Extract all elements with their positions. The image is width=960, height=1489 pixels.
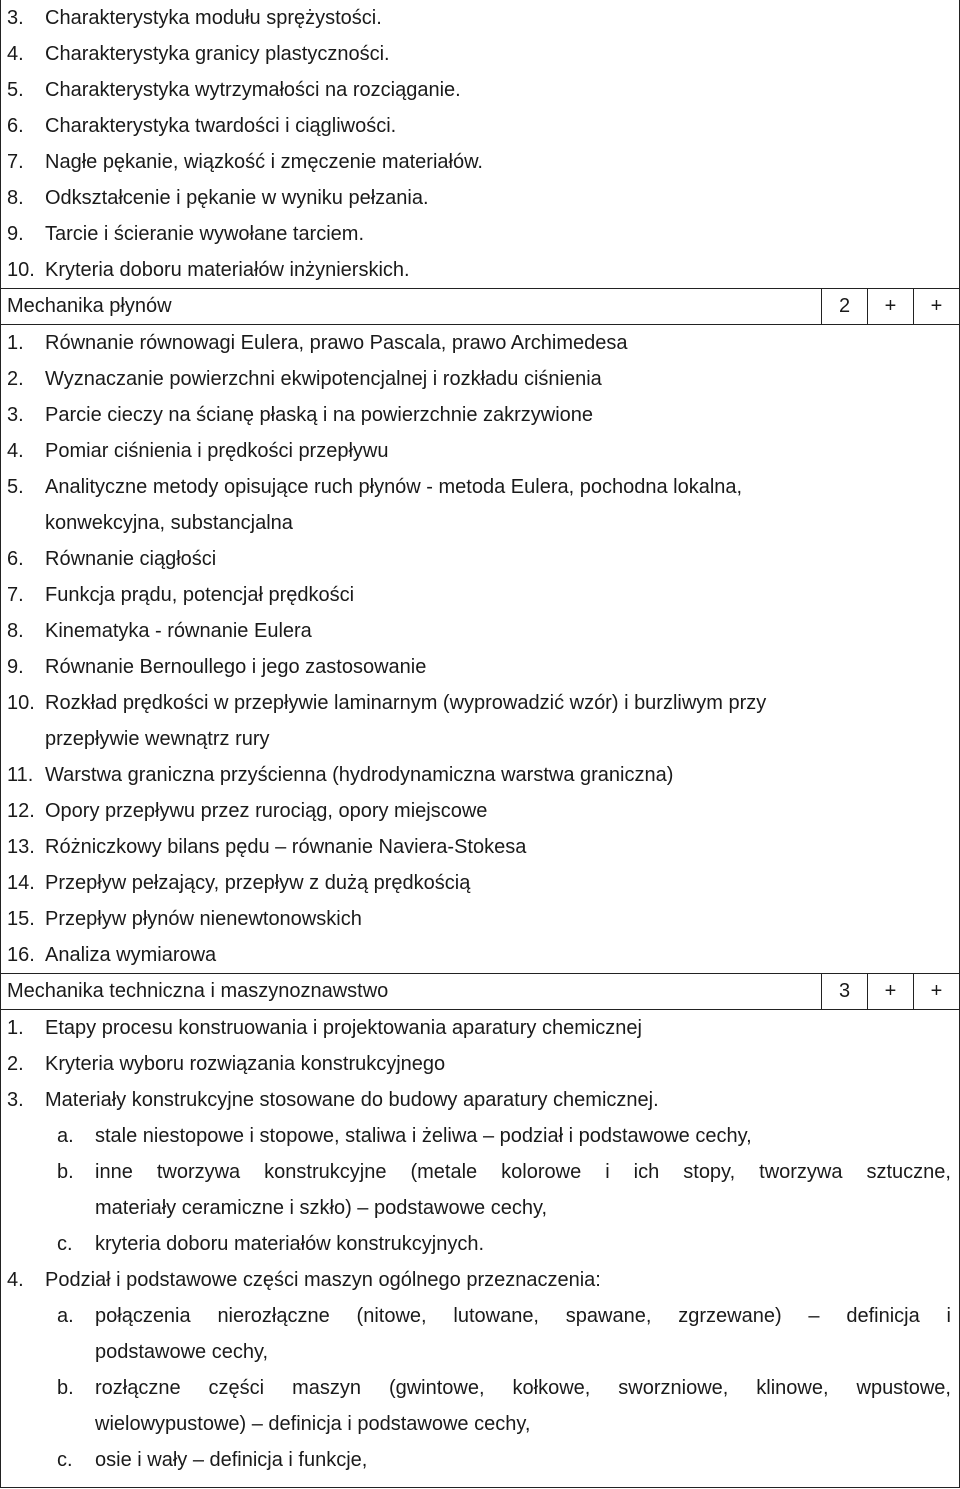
item-number: c. — [57, 1449, 73, 1471]
list-subitem — [1, 1370, 959, 1442]
list-item — [1, 1262, 959, 1298]
item-number: b. — [57, 1377, 74, 1399]
section-cell-hours: 2 — [821, 289, 867, 324]
item-text-line: Funkcja prądu, potencjał prędkości — [45, 584, 355, 606]
section-cell-mark-1: + — [867, 974, 913, 1009]
item-text — [45, 469, 959, 541]
item-text — [45, 108, 959, 144]
item-number: 6. — [7, 548, 24, 570]
item-text-line: Różniczkowy bilans pędu – równanie Naviera-Stokesa — [45, 836, 527, 858]
list-item — [1, 649, 959, 685]
item-number: 2. — [7, 1053, 24, 1075]
item-number: 13. — [7, 836, 35, 858]
item-number: c. — [57, 1233, 73, 1255]
item-text — [45, 1262, 959, 1298]
item-text-line: Tarcie i ścieranie wywołane tarciem. — [45, 223, 365, 245]
item-text — [45, 1046, 959, 1082]
list-item — [1, 613, 959, 649]
list-item — [1, 433, 959, 469]
item-text — [45, 685, 959, 757]
item-text — [45, 325, 959, 361]
item-number: 16. — [7, 944, 35, 966]
list-item — [1, 1082, 959, 1118]
item-text — [45, 397, 959, 433]
item-number: 10. — [7, 259, 35, 281]
item-text-line: Analityczne metody opisujące ruch płynów - metoda Eulera, pochodna lokalna, — [45, 476, 743, 498]
list-item — [1, 108, 959, 144]
item-text — [45, 577, 959, 613]
item-text-line: przepływie wewnątrz rury — [45, 728, 270, 750]
item-text-line: Przepływ płynów nienewtonowskich — [45, 908, 362, 930]
item-number: 15. — [7, 908, 35, 930]
section-header-technical-mechanics — [1, 973, 959, 1010]
list-subitem — [1, 1298, 959, 1370]
list-item — [1, 685, 959, 757]
item-text — [95, 1226, 959, 1262]
item-text-line: wielowypustowe) – definicja i podstawowe cechy, — [95, 1413, 531, 1435]
list-item — [1, 865, 959, 901]
item-text-line: Charakterystyka wytrzymałości na rozciąganie. — [45, 79, 461, 101]
list-item — [1, 144, 959, 180]
item-number: 5. — [7, 79, 24, 101]
technical-mechanics-list — [1, 1010, 959, 1478]
item-text-line: Przepływ pełzający, przepływ z dużą prędkością — [45, 872, 471, 894]
list-item — [1, 0, 959, 36]
item-number: 8. — [7, 187, 24, 209]
item-number: 14. — [7, 872, 35, 894]
item-text-line: Parcie cieczy na ścianę płaską i na powierzchnie zakrzywione — [45, 404, 594, 426]
list-item — [1, 757, 959, 793]
item-text-line: rozłączne części maszyn (gwintowe, kołkowe, sworzniowe, klinowe, wpustowe, — [95, 1377, 951, 1399]
item-number: a. — [57, 1125, 74, 1147]
item-number: 12. — [7, 800, 35, 822]
section-cell-mark-1: + — [867, 289, 913, 324]
item-text-line: Równanie ciągłości — [45, 548, 217, 570]
item-text — [45, 252, 959, 288]
section-cell-mark-2: + — [913, 289, 959, 324]
item-text-line: Kryteria doboru materiałów inżynierskich. — [45, 259, 410, 281]
item-text-line: Warstwa graniczna przyścienna (hydrodynamiczna warstwa graniczna) — [45, 764, 674, 786]
item-number: 9. — [7, 223, 24, 245]
item-number: 9. — [7, 656, 24, 678]
item-text — [45, 829, 959, 865]
list-subitem — [1, 1226, 959, 1262]
item-number: 4. — [7, 440, 24, 462]
list-item — [1, 901, 959, 937]
item-text-line: Równanie równowagi Eulera, prawo Pascala, prawo Archimedesa — [45, 332, 628, 354]
item-text-line: konwekcyjna, substancjalna — [45, 512, 293, 534]
list-item — [1, 325, 959, 361]
item-text-line: Równanie Bernoullego i jego zastosowanie — [45, 656, 427, 678]
item-text-line: Rozkład prędkości w przepływie laminarnym (wyprowadzić wzór) i burzliwym przy — [45, 692, 767, 714]
item-text — [45, 433, 959, 469]
item-number: 7. — [7, 584, 24, 606]
item-text — [45, 937, 959, 973]
list-subitem — [1, 1118, 959, 1154]
item-text-line: Kinematyka - równanie Eulera — [45, 620, 312, 642]
item-text — [95, 1442, 959, 1478]
item-text — [45, 1082, 959, 1118]
item-number: a. — [57, 1305, 74, 1327]
list-item — [1, 1010, 959, 1046]
item-number: 1. — [7, 1017, 24, 1039]
section-cell-mark-2: + — [913, 974, 959, 1009]
list-item — [1, 361, 959, 397]
item-text — [45, 1010, 959, 1046]
section-header-fluid-mechanics — [1, 288, 959, 325]
item-text — [45, 793, 959, 829]
fluid-mechanics-list — [1, 325, 959, 973]
list-item — [1, 216, 959, 252]
list-item — [1, 36, 959, 72]
item-text-line: Opory przepływu przez rurociąg, opory miejscowe — [45, 800, 488, 822]
item-text-line: Nagłe pękanie, wiązkość i zmęczenie materiałów. — [45, 151, 483, 173]
item-text — [95, 1154, 959, 1226]
item-text — [45, 757, 959, 793]
item-text-line: osie i wały – definicja i funkcje, — [95, 1449, 368, 1471]
item-text-line: podstawowe cechy, — [95, 1341, 269, 1363]
item-number: 7. — [7, 151, 24, 173]
section-title: Mechanika płynów — [7, 295, 172, 317]
item-number: 6. — [7, 115, 24, 137]
item-number: 1. — [7, 332, 24, 354]
item-number: 11. — [7, 764, 34, 786]
list-item — [1, 793, 959, 829]
intro-list — [1, 0, 959, 288]
list-subitem — [1, 1442, 959, 1478]
list-item — [1, 180, 959, 216]
item-text — [95, 1370, 959, 1442]
item-text-line: Odkształcenie i pękanie w wyniku pełzania. — [45, 187, 429, 209]
item-text — [45, 865, 959, 901]
item-text — [45, 72, 959, 108]
item-number: 10. — [7, 692, 35, 714]
section-cell-hours: 3 — [821, 974, 867, 1009]
item-text-line: Analiza wymiarowa — [45, 944, 217, 966]
item-text-line: Charakterystyka twardości i ciągliwości. — [45, 115, 397, 137]
item-text-line: Wyznaczanie powierzchni ekwipotencjalnej i rozkładu ciśnienia — [45, 368, 602, 390]
list-item — [1, 469, 959, 541]
item-number: 5. — [7, 476, 24, 498]
item-text-line: kryteria doboru materiałów konstrukcyjnych. — [95, 1233, 485, 1255]
item-text — [45, 541, 959, 577]
item-text-line: Podział i podstawowe części maszyn ogólnego przeznaczenia: — [45, 1269, 601, 1291]
item-text-line: Materiały konstrukcyjne stosowane do budowy aparatury chemicznej. — [45, 1089, 659, 1111]
list-item — [1, 829, 959, 865]
item-text-line: Kryteria wyboru rozwiązania konstrukcyjnego — [45, 1053, 446, 1075]
item-text-line: połączenia nierozłączne (nitowe, lutowane, spawane, zgrzewane) – definicja i — [95, 1305, 951, 1327]
item-number: b. — [57, 1161, 74, 1183]
item-text-line: inne tworzywa konstrukcyjne (metale kolorowe i ich stopy, tworzywa sztuczne, — [95, 1161, 951, 1183]
list-item — [1, 72, 959, 108]
item-text-line: materiały ceramiczne i szkło) – podstawowe cechy, — [95, 1197, 548, 1219]
item-text — [45, 361, 959, 397]
item-number: 4. — [7, 43, 24, 65]
list-item — [1, 577, 959, 613]
item-number: 3. — [7, 7, 24, 29]
item-text — [95, 1118, 959, 1154]
item-text-line: stale niestopowe i stopowe, staliwa i żeliwa – podział i podstawowe cechy, — [95, 1125, 752, 1147]
item-text — [45, 180, 959, 216]
item-text — [45, 36, 959, 72]
item-text — [45, 613, 959, 649]
list-subitem — [1, 1154, 959, 1226]
item-text — [45, 144, 959, 180]
item-number: 3. — [7, 1089, 24, 1111]
list-item — [1, 252, 959, 288]
list-item — [1, 1046, 959, 1082]
item-text — [45, 0, 959, 36]
item-text — [45, 216, 959, 252]
list-item — [1, 937, 959, 973]
item-text-line: Charakterystyka granicy plastyczności. — [45, 43, 390, 65]
list-item — [1, 541, 959, 577]
item-text-line: Etapy procesu konstruowania i projektowania aparatury chemicznej — [45, 1017, 642, 1039]
item-text — [45, 901, 959, 937]
section-title: Mechanika techniczna i maszynoznawstwo — [7, 980, 389, 1002]
item-number: 4. — [7, 1269, 24, 1291]
item-number: 3. — [7, 404, 24, 426]
item-text-line: Pomiar ciśnienia i prędkości przepływu — [45, 440, 389, 462]
item-text — [95, 1298, 959, 1370]
list-item — [1, 397, 959, 433]
item-number: 8. — [7, 620, 24, 642]
item-number: 2. — [7, 368, 24, 390]
item-text — [45, 649, 959, 685]
item-text-line: Charakterystyka modułu sprężystości. — [45, 7, 382, 29]
